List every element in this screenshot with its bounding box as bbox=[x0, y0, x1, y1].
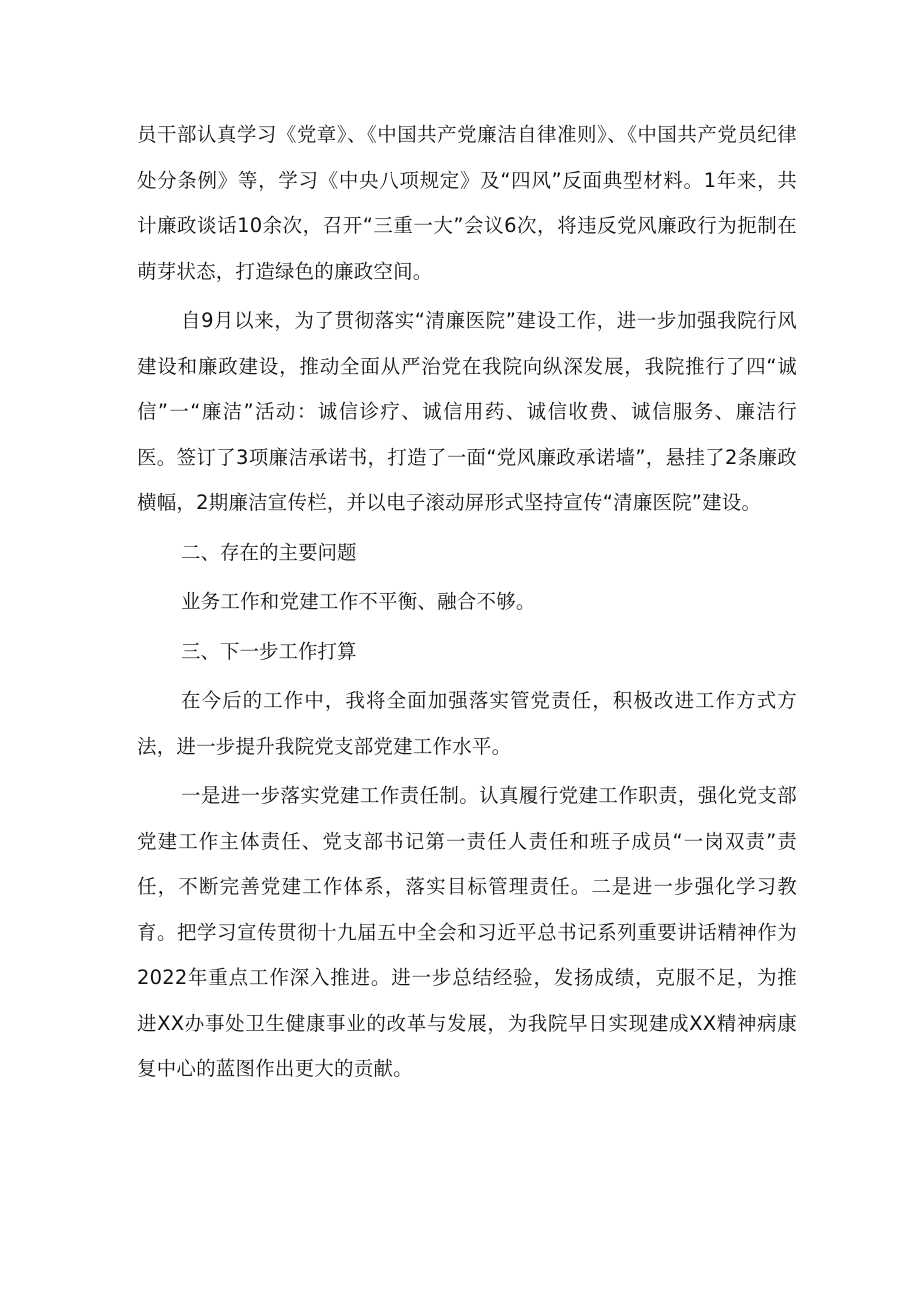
paragraph-next-steps-intro: 在今后的工作中，我将全面加强落实管党责任，积极改进工作方式方法，进一步提升我院党支部党建工作水平。 bbox=[137, 689, 797, 758]
section-heading-main-problems: 二、存在的主要问题 bbox=[181, 540, 357, 564]
paragraph-main-problem: 业务工作和党建工作不平衡、融合不够。 bbox=[181, 590, 536, 613]
document-body bbox=[137, 112, 797, 1092]
section-heading-next-steps: 三、下一步工作打算 bbox=[181, 639, 357, 663]
paragraph-party-discipline-study: 员干部认真学习《党章》、《中国共产党廉洁自律准则》、《中国共产党员纪律处分条例》等，学习《中央八项规定》及“四风”反面典型材料。1年来，共计廉政谈话10余次，召开“三重一大”会议6次，将违反党风廉政行为扼制在萌芽状态，打造绿色的廉政空间。 bbox=[137, 123, 797, 283]
paragraph-next-steps-details: 一是进一步落实党建工作责任制。认真履行党建工作职责，强化党支部党建工作主体责任、党支部书记第一责任人责任和班子成员“一岗双责”责任，不断完善党建工作体系，落实目标管理责任。二是进一步强化学习教育。把学习宣传贯彻十九届五中全会和习近平总书记系列重要讲话精神作为2022年重点工作深入推进。进一步总结经验，发扬成绩，克服不足，为推进XX办事处卫生健康事业的改革与发展，为我院早日实现建成XX精神病康复中心的蓝图作出更大的贡献。 bbox=[137, 784, 797, 1080]
paragraph-clean-hospital-campaign: 自9月以来，为了贯彻落实“清廉医院”建设工作，进一步加强我院行风建设和廉政建设，推动全面从严治党在我院向纵深发展，我院推行了四“诚信”一“廉洁”活动：诚信诊疗、诚信用药、诚信收费、诚信服务、廉洁行医。签订了3项廉洁承诺书，打造了一面“党风廉政承诺墙”，悬挂了2条廉政横幅，2期廉洁宣传栏，并以电子滚动屏形式坚持宣传“清廉医院”建设。 bbox=[137, 309, 797, 514]
